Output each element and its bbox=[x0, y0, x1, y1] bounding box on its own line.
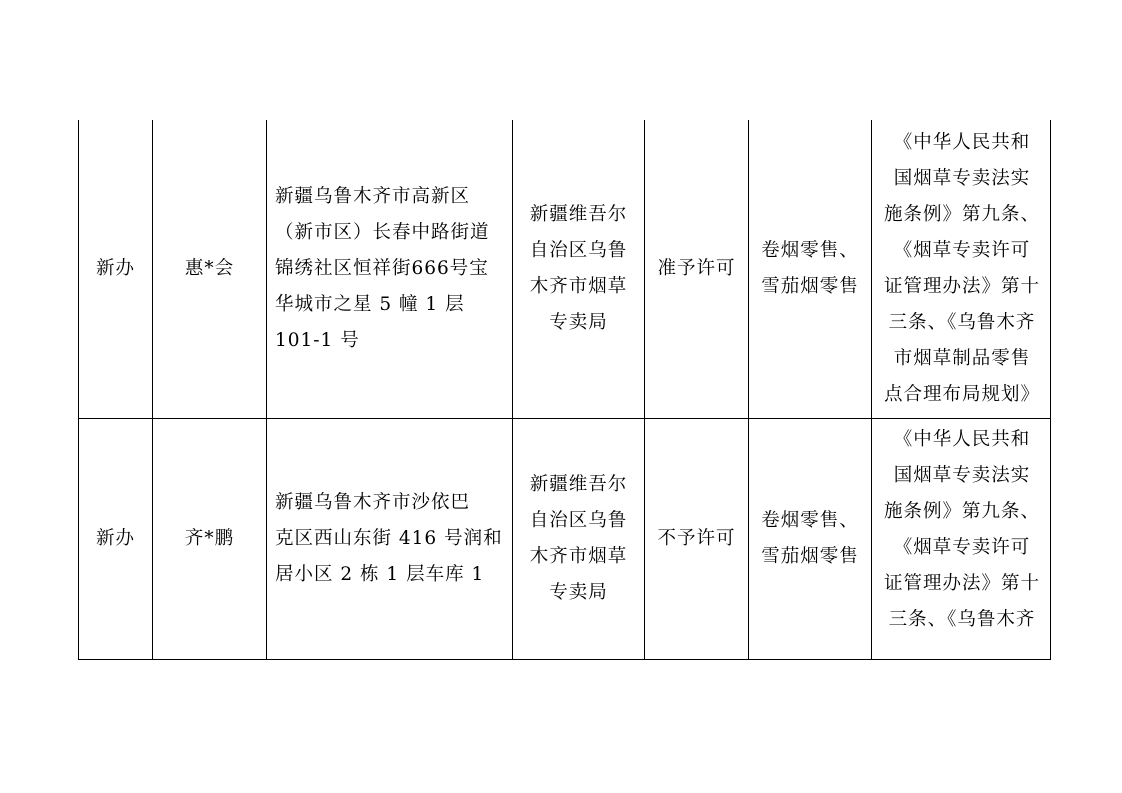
decision-cell: 准予许可 bbox=[645, 120, 749, 418]
authority-cell: 新疆维吾尔 自治区乌鲁 木齐市烟草 专卖局 bbox=[513, 120, 645, 418]
table-row bbox=[79, 419, 1050, 659]
name-cell: 惠*会 bbox=[153, 120, 267, 418]
address-cell: 新疆乌鲁木齐市沙依巴 克区西山东街 416 号润和 居小区 2 栋 1 层车库 1 bbox=[267, 419, 513, 659]
basis-cell: 《中华人民共和 国烟草专卖法实 施条例》第九条、 《烟草专卖许可 证管理办法》第十 三条、《乌鲁木齐 市烟草制品零售 点合理布局规划》 bbox=[883, 132, 1040, 405]
scope-cell: 卷烟零售、 雪茄烟零售 bbox=[749, 419, 872, 659]
name-cell: 齐*鹏 bbox=[153, 419, 267, 659]
address-cell: 新疆乌鲁木齐市高新区 （新市区）长春中路街道 锦绣社区恒祥街666号宝 华城市之星 5 幢 1 层 101-1 号 bbox=[267, 120, 513, 418]
permit-table bbox=[78, 120, 1051, 660]
type-cell: 新办 bbox=[79, 120, 153, 418]
authority-cell: 新疆维吾尔 自治区乌鲁 木齐市烟草 专卖局 bbox=[513, 419, 645, 659]
scope-cell: 卷烟零售、 雪茄烟零售 bbox=[749, 120, 872, 418]
basis-cell: 《中华人民共和 国烟草专卖法实 施条例》第九条、 《烟草专卖许可 证管理办法》第十 三条、《乌鲁木齐 bbox=[883, 429, 1040, 630]
table-row bbox=[79, 120, 1050, 419]
decision-cell: 不予许可 bbox=[645, 419, 749, 659]
type-cell: 新办 bbox=[79, 419, 153, 659]
